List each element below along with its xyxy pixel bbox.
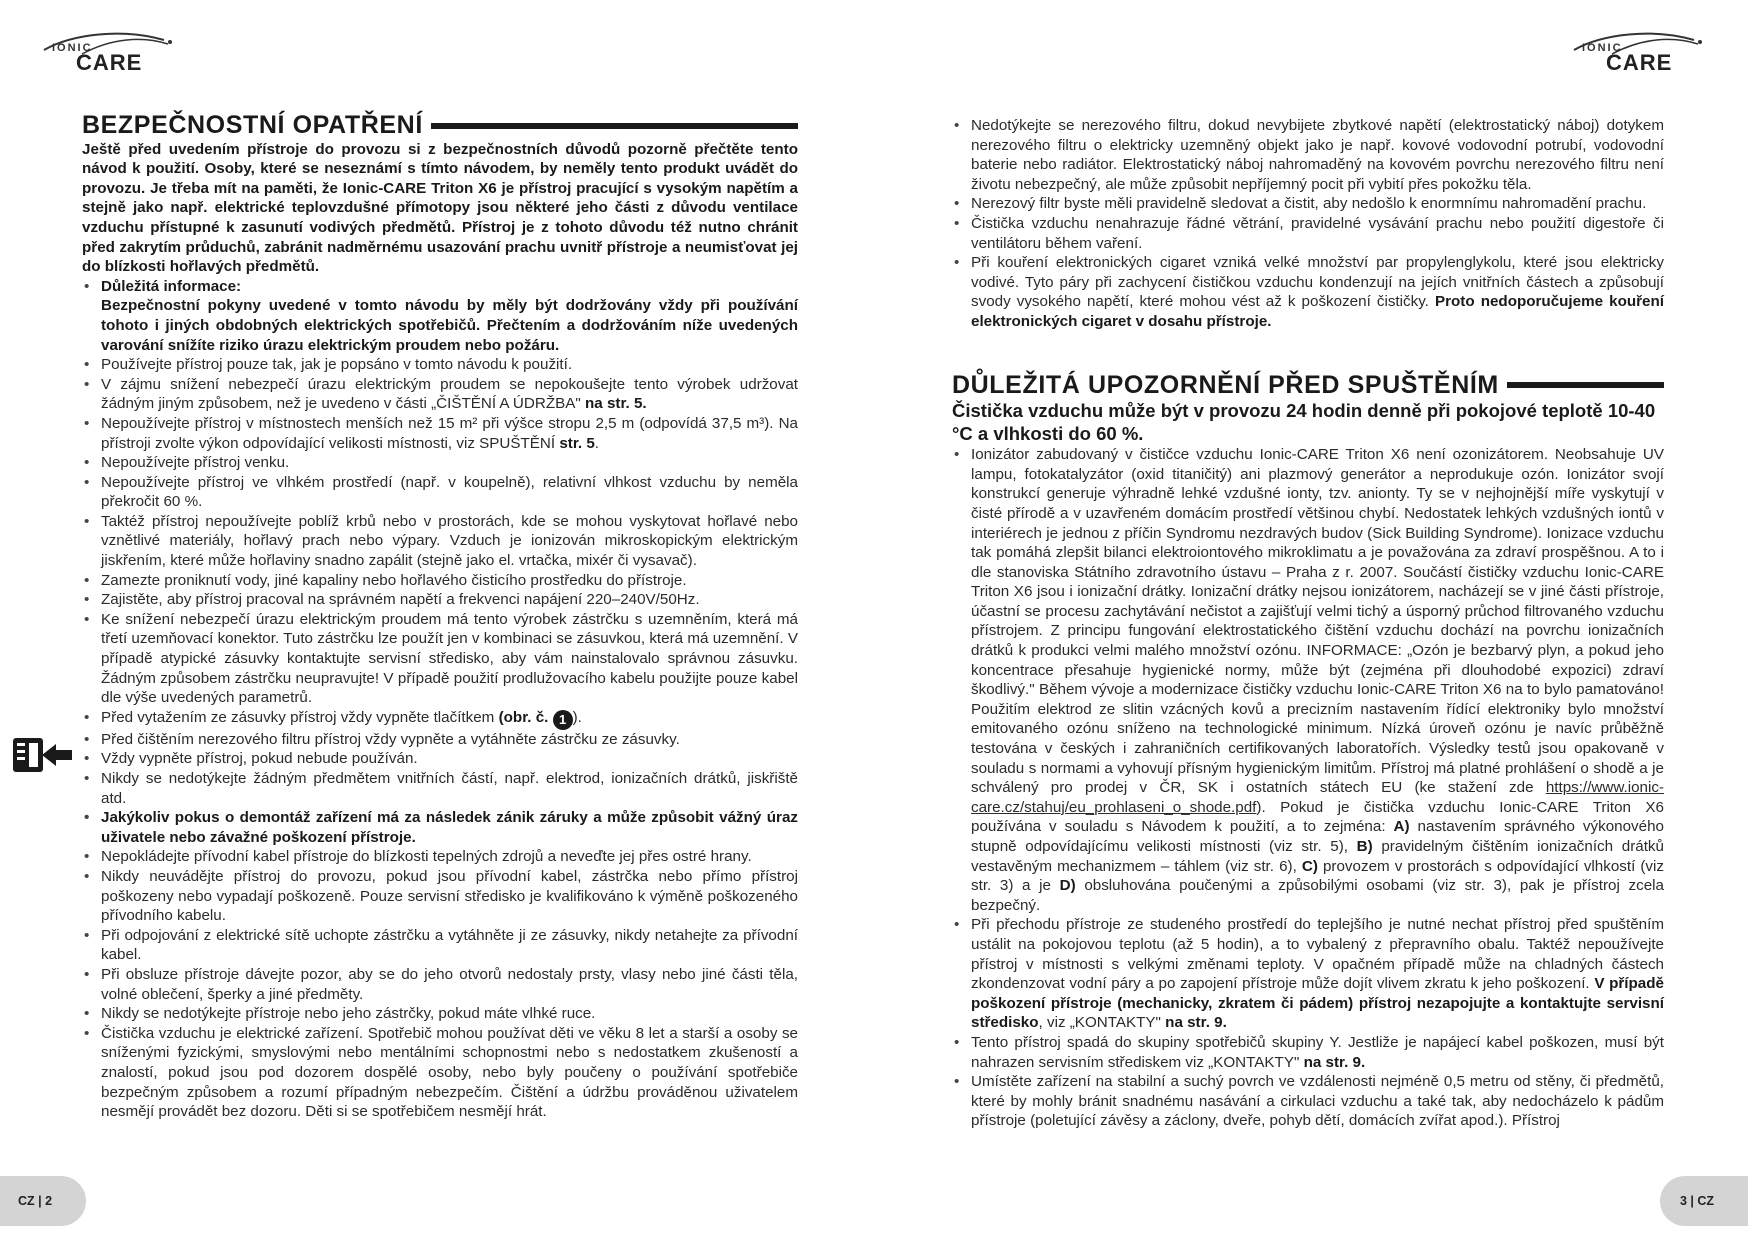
filter-list xyxy=(952,116,1664,332)
list-item-emphasis: V případě poškození přístroje (mechanicky, zkratem či pádem) přístroj nezapojujte a kontaktujte servisní středisko xyxy=(971,975,1664,1032)
list-item xyxy=(952,1033,1664,1072)
page-reference: str. 5 xyxy=(559,434,595,452)
list-item-emphasis: Proto nedoporučujeme kouření elektronických cigaret v dosahu přístroje. xyxy=(971,293,1664,330)
list-item: • Při odpojování z elektrické sítě uchopte zástrčku a vytáhněte ji ze zásuvky, nikdy netahejte za přívodní kabel. xyxy=(82,926,798,965)
safety-heading xyxy=(82,111,798,139)
list-item-warning: • Jakýkoliv pokus o demontáž zařízení má za následek zánik záruky a může způsobit vážný úraz uživatele nebo závažné poškození přístroje. xyxy=(82,808,798,847)
list-item-text: V zájmu snížení nebezpečí úrazu elektrickým proudem se nepokoušejte tento výrobek udržovat žádným jiným způsobem, než je uvedeno v části „ČIŠTĚNÍ A ÚDRŽBA" xyxy=(101,375,798,413)
list-item xyxy=(952,445,1664,915)
page-reference: na str. 9. xyxy=(1165,1014,1227,1032)
list-item: • Nepokládejte přívodní kabel přístroje do blízkosti tepelných zdrojů a neveďte jej přes ostré hrany. xyxy=(82,847,798,867)
point-b-label: B) xyxy=(1356,838,1373,855)
list-item: • Umístěte zařízení na stabilní a suchý povrch ve vzdálenosti nejméně 0,5 metru od stěny, či předmětů, které by mohly bránit snadnému nasávání a cirkulaci vzduchu a také tak, aby nedocházelo k pádům přístroje (poletující závěsy a záclony, dveře, pohyb dětí, domácích zvířat apod.). Přístroj xyxy=(952,1072,1664,1131)
important-heading: Důležitá informace: xyxy=(101,277,242,295)
point-d-label: D) xyxy=(1059,877,1076,895)
list-item xyxy=(82,277,798,355)
intro-paragraph: Ještě před uvedením přístroje do provozu si z bezpečnostních důvodů pozorně přečtěte tento návod k použití. Osoby, které se neseznámí s tímto návodem, by neměly tento produkt uvádět do provozu. Je třeba mít na paměti, že Ionic-CARE Triton X6 je přístroj pracující s vysokým napětím a stejně jako např. elektrické teplovzdušné přímotopy jsou některé jeho části z důvodu ventilace vzduchu přístupné k zasunutí vodivých předmětů. Přístroj je z tohoto důvodu též nutno chránit před zakrytím průduchů, zabránit nadměrnému usazování prachu uvnitř přístroje a neumisťovat jej do blízkosti hořlavých předmětů. xyxy=(82,140,798,276)
list-item xyxy=(82,375,798,414)
before-start-heading xyxy=(952,370,1664,399)
list-item: • Nikdy se nedotýkejte žádným předmětem vnitřních částí, např. elektrod, ionizačních drátků, jiskřiště atd. xyxy=(82,769,798,808)
point-a-label: A) xyxy=(1393,818,1410,836)
list-item: • Zamezte proniknutí vody, jiné kapaliny nebo hořlavého čisticího prostředku do přístroje. xyxy=(82,571,798,591)
list-item: • Ke snížení nebezpečí úrazu elektrickým proudem má tento výrobek zástrčku s uzemněním, která má třetí uzemňovací konektor. Tuto zástrčku lze použít jen v kombinaci se zásuvkou, která má uzemnění. V případě atypické zásuvky kontaktujte servisní středisko, aby vám nainstalovalo správnou zásuvku. Žádným způsobem zástrčku neupravujte! V případě použití prodlužovacího kabelu použijte pouze kabel dle výše uvedených parametrů. xyxy=(82,610,798,708)
heading-rule xyxy=(1507,382,1664,388)
page-number-label: CZ | 2 xyxy=(18,1194,53,1208)
list-item-text: pravidelným čištěním ionizačních drátků vestavěným mechanizmem – táhlem (viz str. 6), xyxy=(971,838,1664,875)
section-title: DŮLEŽITÁ UPOZORNĚNÍ PŘED SPUŠTĚNÍM xyxy=(952,370,1499,399)
list-item: • Používejte přístroj pouze tak, jak je popsáno v tomto návodu k použití. xyxy=(82,355,798,375)
page-reference: na str. 5. xyxy=(585,395,647,413)
list-item-text: , viz „KONTAKTY" xyxy=(1038,1014,1161,1032)
list-item-text: Ionizátor zabudovaný v čističce vzduchu Ionic-CARE Triton X6 není ozonizátorem. Neobsahuje UV lampu, fotokatalyzátor (oxid titaničitý) ani plazmový generátor a neprodukuje ozón. Ionizátor svojí konstrukcí generuje výhradně lehké vzdušné ionty, tzv. anionty. Ty se v nejhojnější míře vyskytují v čisté přírodě a v uzavřeném domácím prostředí většinou chybí. Nedostatek lehkých vzdušných iontů v interiérech je jednou z příčin Syndromu nezdravých budov (Sick Building Syndrome). Ionizace vzduchu tak pomáhá zlepšit bilanci elektroiontového mikroklimatu a je považována za zdraví prospěšnou. A to i dle stanoviska Státního zdravotního ústavu – Praha z r. 2007. Součástí čističky vzduchu Ionic-CARE Triton X6 jsou i ionizační drátky. Ionizační drátky nejsou ionizátorem, nacházejí se v jiné části přístroje, účastní se procesu zachytávání nečistot a zajišťují velmi tichý a úsporný průchod filtrovaného vzduchu přístrojem. Z principu fungování elektrostatického čištění vzduchu dochází na povrchu ionizačních drátků k produkci velmi malého množství ozónu. INFORMACE: „Ozón je bezbarvý plyn, a pokud jeho koncentrace přesahuje hygienické normy, může být (zejména při dlouhodobé expozici) zdraví škodlivý." Během vývoje a modernizace čističky vzduchu Ionic-CARE Triton X6 na to bylo pamatováno! Použitím elektrod ze slitin vzácných kovů a precizním nastavením řídící elektroniky bylo množství emitovaného ozónu sníženo na technologické minimum. Nízká úroveň ozónu je navíc průběžně testována v českých i zahraničních certifikovaných laboratořích. Výsledky testů jsou opakovaně v souladu s normami a vyhovují přísným hygienickým limitům. Přístroj má platné prohlášení o shodě a je schválený pro prodej v ČR, SK i ostatních státech EU (ke stažení zde xyxy=(971,446,1664,797)
important-text: Bezpečnostní pokyny uvedené v tomto návodu by měly být dodržovány vždy při používání tohoto i jiných obdobných elektrických spotřebičů. Přečtením a dodržováním níže uvedených varování snížíte riziko úrazu elektrickým proudem nebo požáru. xyxy=(101,297,798,354)
list-item xyxy=(952,253,1664,331)
page-number-right xyxy=(1660,1176,1748,1226)
list-item: • Nedotýkejte se nerezového filtru, dokud nevybijete zbytkové napětí (elektrostatický náboj) dotykem nerezového filtru o elektricky uzemněný objekt jako je např. kovové vodovodní potrubí, vodovodní baterie nebo radiátor. Elektrostatický náboj nahromaděný na kovovém povrchu nerezového filtru není životu nebezpečný, ale může způsobit nepříjemný pocit při vybití přes pokožku těla. xyxy=(952,116,1664,194)
list-item xyxy=(82,708,798,730)
figure-reference-end: ). xyxy=(572,708,582,726)
list-item: • Nikdy neuvádějte přístroj do provozu, pokud jsou přívodní kabel, zástrčka nebo přímo přístroj poškozeny nebo vypadají poškozeně. Pouze servisní středisko je kvalifikováno k výměně poškozeného přívodního kabelu. xyxy=(82,867,798,926)
brand-logo-left xyxy=(42,28,182,80)
right-page-column xyxy=(952,116,1664,1131)
list-item: • Před čištěním nerezového filtru přístroj vždy vypněte a vytáhněte zástrčku ze zásuvky. xyxy=(82,730,798,750)
before-start-section xyxy=(952,370,1664,1131)
page-number-left xyxy=(0,1176,86,1226)
list-item: • Nepoužívejte přístroj venku. xyxy=(82,453,798,473)
manual-reference-icon xyxy=(12,736,74,774)
list-item: • Taktéž přístroj nepoužívejte poblíž krbů nebo v prostorách, kde se mohou vyskytovat hořlavé nebo vznětlivé materiály, hořlavý prach nebo výpary. Vzduch je ionizován mikroskopickým elektrickým jiskřením, které může hořlaviny snadno zapálit (stejně jako el. vrtačka, mixér či vysavač). xyxy=(82,512,798,571)
left-page-column xyxy=(82,111,798,1122)
brand-logo-right xyxy=(1572,28,1712,80)
list-item-text: nastavením správného výkonového stupně odpovídajícímu velikosti místnosti (viz str. 5), xyxy=(971,818,1664,855)
declaration-link[interactable]: https://www.ionic-care.cz/stahuj/eu_prohlaseni_o_shode.pdf xyxy=(971,779,1664,816)
list-item: • Nepoužívejte přístroj ve vlhkém prostředí (např. v koupelně), relativní vlhkost vzduchu by neměla překročit 60 %. xyxy=(82,473,798,512)
list-item xyxy=(952,915,1664,1033)
page-title: BEZPEČNOSTNÍ OPATŘENÍ xyxy=(82,111,423,139)
page-number-label: 3 | CZ xyxy=(1680,1194,1715,1208)
list-item-text: Tento přístroj spadá do skupiny spotřebičů skupiny Y. Jestliže je napájecí kabel poškozen, musí být nahrazen servisním střediskem viz „KONTAKTY" xyxy=(971,1033,1664,1071)
figure-reference: (obr. č. xyxy=(498,708,549,726)
list-item-text: Při přechodu přístroje ze studeného prostředí do teplejšího je nutné nechat přístroj před spuštěním ustálit na pokojovou teplotu (až 5 hodin), a to vybalený z přepravního obalu. Taktéž nepoužívejte přístroj v místnosti s velkými změnami teploty. V opačném případě může na chladných částech zkondenzovat vodní páry a po zapojení přístroje může dojít vlivem zkratu k jeho poškození. xyxy=(971,916,1664,993)
list-item: • Nepoužívejte přístroj v místnostech menších než 15 m² při výšce stropu 2,5 m (odpovídá 37,5 m³). Na přístroji zvolte výkon odpovídající velikosti místnosti, viz SPUŠTĚNÍ str. 5. xyxy=(82,414,798,453)
list-item-text: Před vytažením ze zásuvky přístroj vždy vypněte tlačítkem xyxy=(101,708,495,726)
list-item: • Zajistěte, aby přístroj pracoval na správném napětí a frekvenci napájení 220–240V/50Hz. xyxy=(82,590,798,610)
section-subtitle: Čistička vzduchu může být v provozu 24 hodin denně při pokojové teplotě 10-40 °C a vlhkosti do 60 %. xyxy=(952,400,1656,445)
logo-care-text: CARE xyxy=(76,50,143,75)
list-item-text: Nepoužívejte přístroj v místnostech menších než 15 m² při výšce stropu 2,5 m (odpovídá 37,5 m³). Na přístroji zvolte výkon odpovídající velikosti místnosti, viz SPUŠTĚNÍ xyxy=(101,414,798,452)
list-item-text: ). Pokud je čistička vzduchu Ionic-CARE Triton X6 používána v souladu s Návodem k použití, a to zejména: xyxy=(971,798,1664,836)
logo-care-text: CARE xyxy=(1606,50,1673,75)
heading-rule xyxy=(431,123,798,129)
list-item: • Čistička vzduchu je elektrické zařízení. Spotřebič mohou používat děti ve věku 8 let a starší a osoby se sníženými fyzickými, smyslovými nebo mentálními schopnostmi nebo s nedostatkem zkušeností a znalostí, pokud jsou pod dozorem dospělé osoby, nebo byly poučeny o používání spotřebiče bezpečným způsobem a rozumí případným nebezpečím. Čištění a údržbu prováděnou uživatelem nesmějí provádět bez dozoru. Děti si se spotřebičem nesmějí hrát. xyxy=(82,1024,798,1122)
warnings-list xyxy=(952,445,1664,1131)
page-reference: na str. 9. xyxy=(1303,1053,1366,1071)
point-c-label: C) xyxy=(1301,857,1318,875)
list-item-text: provozem v prostorách s odpovídající vlhkostí (viz str. 3) a je xyxy=(971,857,1664,895)
safety-list xyxy=(82,277,798,1122)
logo-ionic-text: IONIC xyxy=(52,42,93,54)
list-item: • Nerezový filtr byste měli pravidelně sledovat a čistit, aby nedošlo k enormnímu nahromadění prachu. xyxy=(952,194,1664,214)
logo-ionic-text: IONIC xyxy=(1582,42,1623,54)
list-item: • Při obsluze přístroje dávejte pozor, aby se do jeho otvorů nedostaly prsty, vlasy nebo jiné části těla, volné oblečení, šperky a jiné předměty. xyxy=(82,965,798,1004)
list-item-text: Při kouření elektronických cigaret vzniká velké množství par propylenglykolu, které jsou elektricky vodivé. Tyto páry při zachycení čističkou vzduchu kondenzují na jejích vnitřních částech a způsobují svody vysokého napětí, které mohou vést až k poškození čističky. xyxy=(971,254,1664,311)
figure-number-badge: 1 xyxy=(553,710,573,730)
list-item-text: obsluhována poučenými a způsobilými osobami (viz str. 3), pak je přístroj zcela bezpečný. xyxy=(971,877,1664,914)
list-item: • Nikdy se nedotýkejte přístroje nebo jeho zástrčky, pokud máte vlhké ruce. xyxy=(82,1004,798,1024)
list-item: • Čistička vzduchu nenahrazuje řádné větrání, pravidelné vysávání prachu nebo použití digestoře či ventilátoru během vaření. xyxy=(952,214,1664,253)
list-item: • Vždy vypněte přístroj, pokud nebude používán. xyxy=(82,749,798,769)
